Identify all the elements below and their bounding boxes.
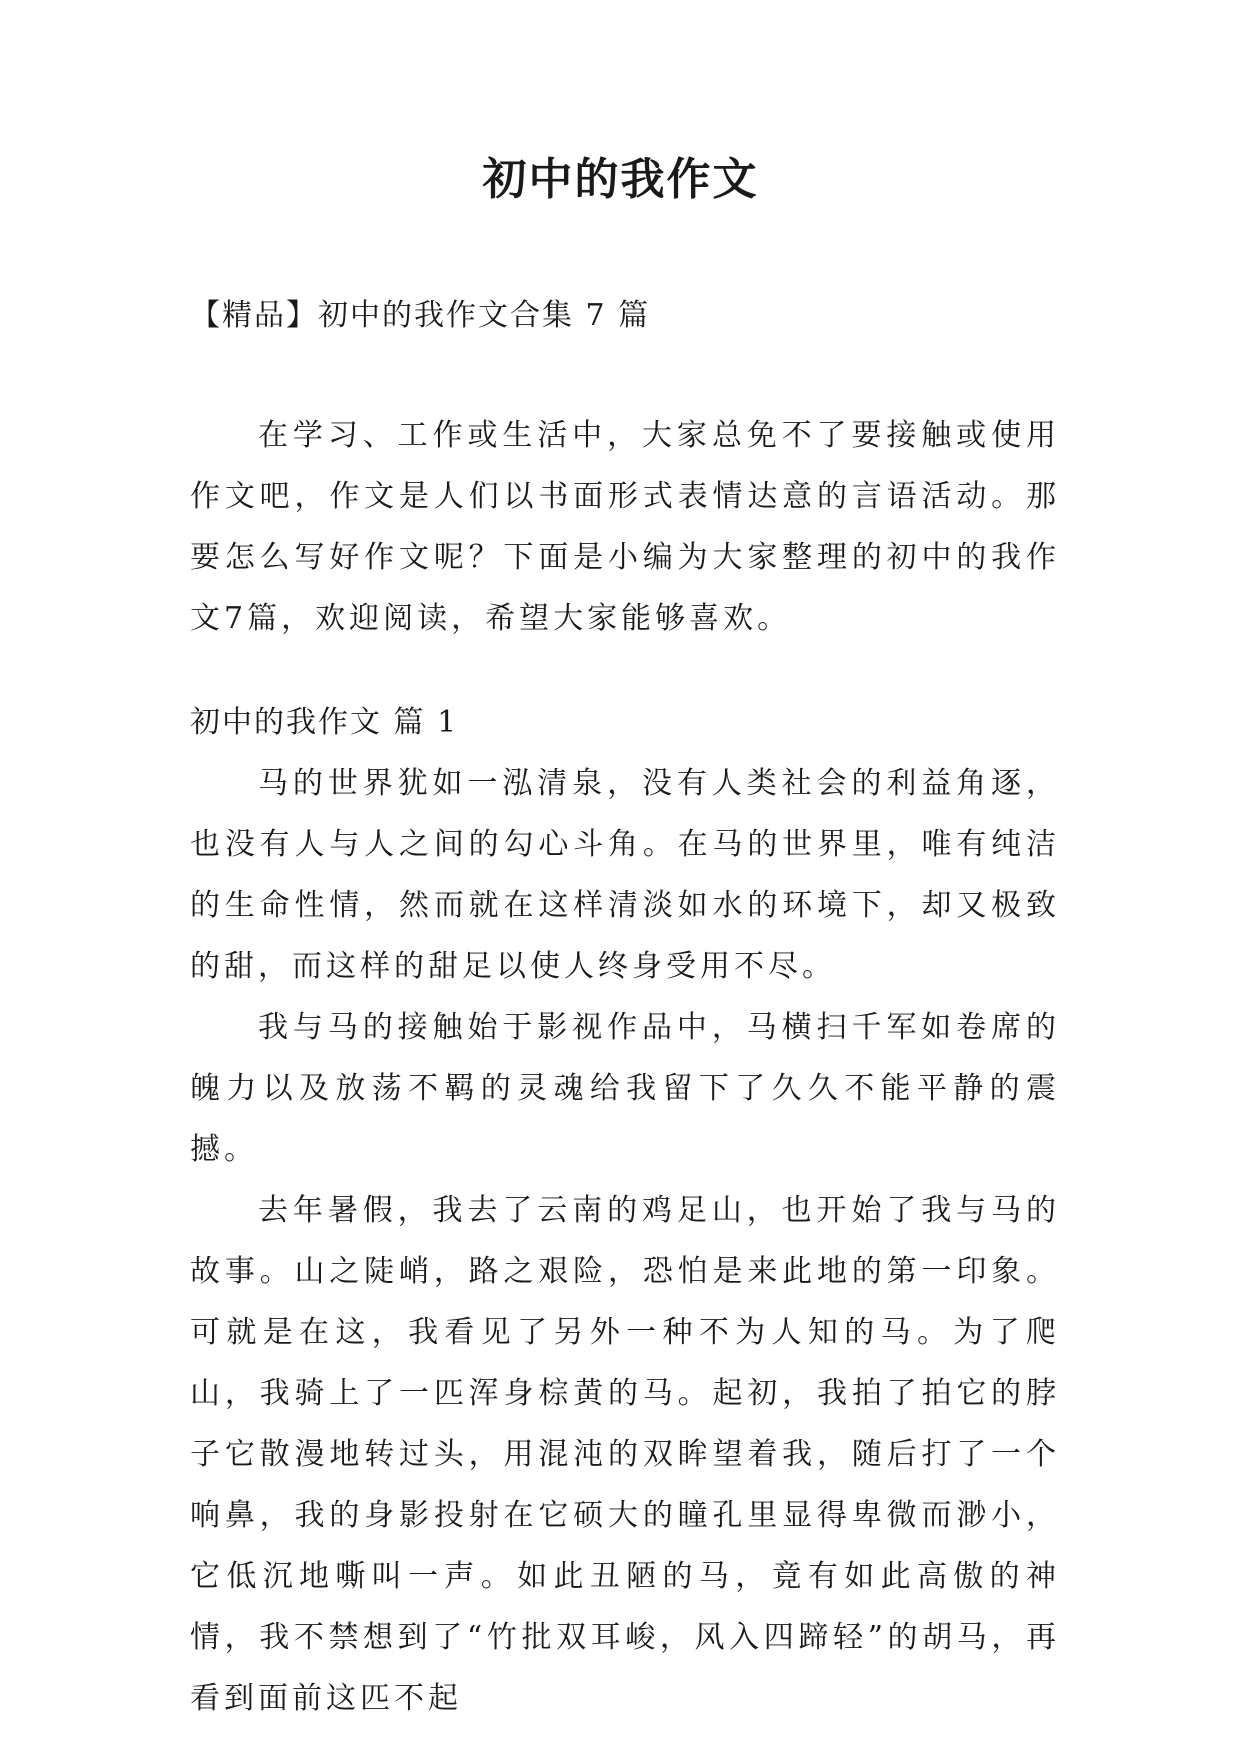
section-heading: 初中的我作文 篇 1: [190, 705, 459, 740]
document-body: [190, 405, 1060, 1729]
body-paragraph: 去年暑假，我去了云南的鸡足山，也开始了我与马的故事。山之陡峭，路之艰险，恐怕是来此地的第一印象。可就是在这，我看见了另外一种不为人知的马。为了爬山，我骑上了一匹浑身棕黄的马。起初，我拍了拍它的脖子它散漫地转过头，用混沌的双眸望着我，随后打了一个响鼻，我的身影投射在它硕大的瞳孔里显得卑微而渺小，它低沉地嘶叫一声。如此丑陋的马，竟有如此高傲的神情，我不禁想到了“竹批双耳峻，风入四蹄轻”的胡马，再看到面前这匹不起: [190, 1193, 1060, 1716]
intro-paragraph: 在学习、工作或生活中，大家总免不了要接触或使用作文吧，作文是人们以书面形式表情达意的言语活动。那要怎么写好作文呢？下面是小编为大家整理的初中的我作文7篇，欢迎阅读，希望大家能够喜欢。: [190, 418, 1060, 636]
body-paragraph: 马的世界犹如一泓清泉，没有人类社会的利益角逐，也没有人与人之间的勾心斗角。在马的世界里，唯有纯洁的生命性情，然而就在这样清淡如水的环境下，却又极致的甜，而这样的甜足以使人终身受用不尽。: [190, 766, 1060, 984]
document-subtitle: 【精品】初中的我作文合集 7 篇: [190, 298, 651, 333]
body-paragraph: 我与马的接触始于影视作品中，马横扫千军如卷席的魄力以及放荡不羁的灵魂给我留下了久久不能平静的震撼。: [190, 1010, 1060, 1167]
document-title: 初中的我作文: [482, 154, 759, 205]
